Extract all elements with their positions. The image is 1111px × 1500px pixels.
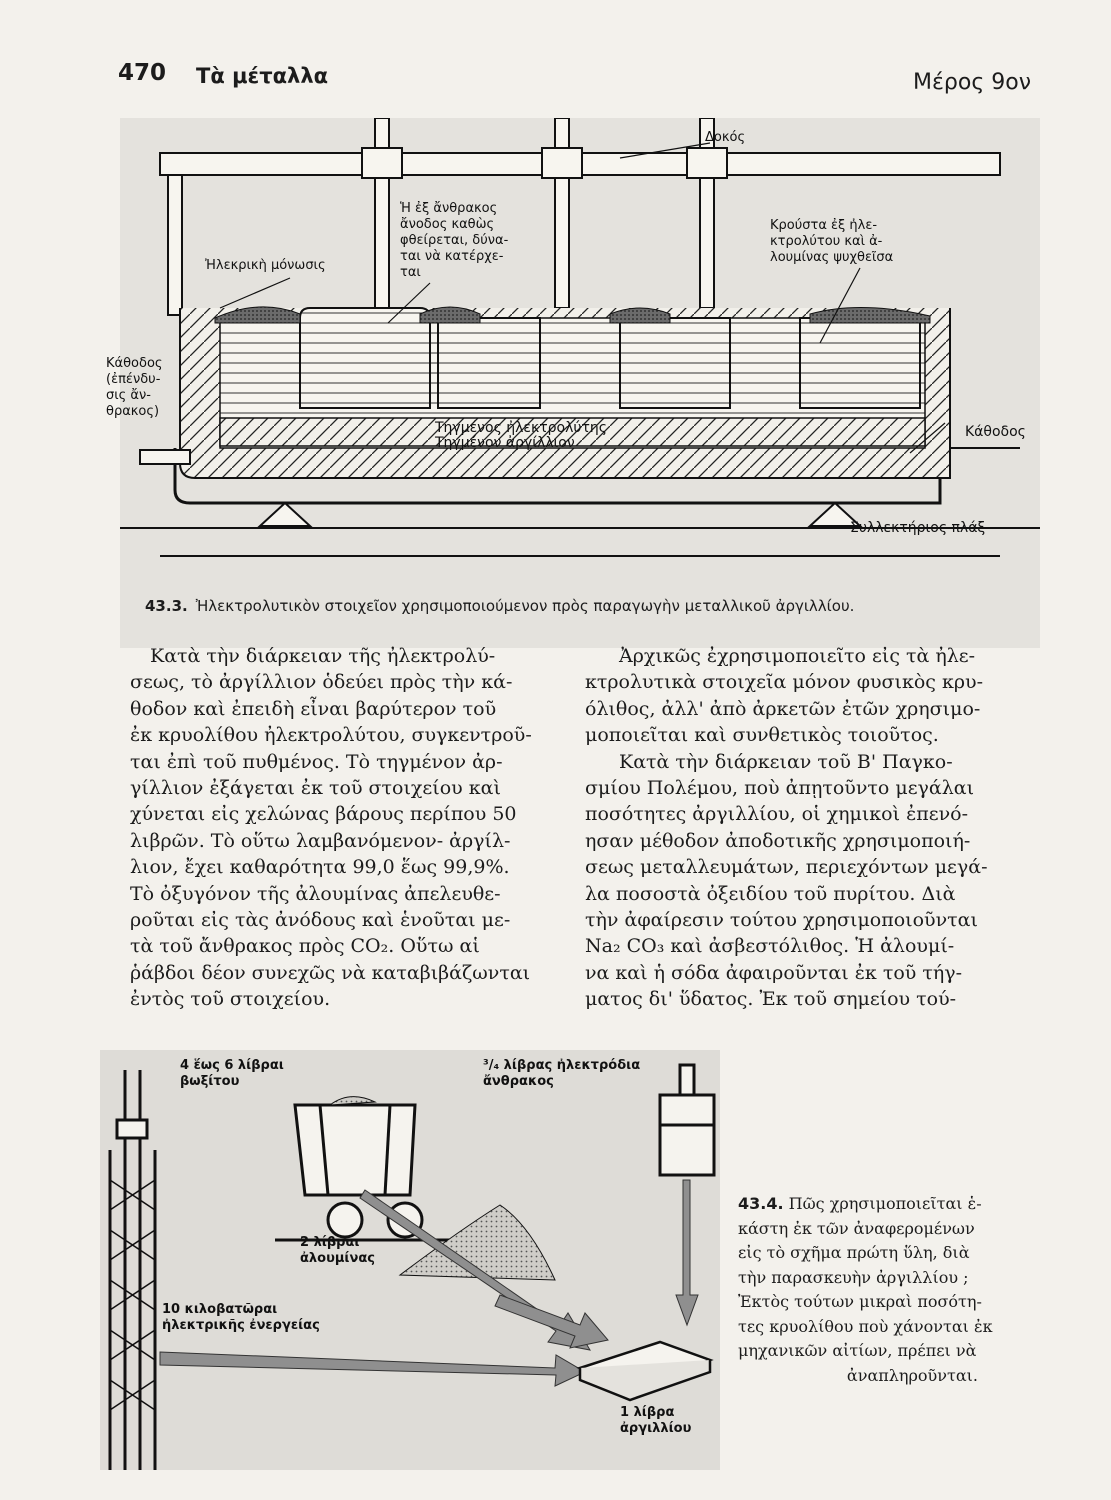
label-energy: 10 κιλοβατῶραι ἠλεκτρικῆς ἐνεργείας [162,1302,320,1333]
caption-line: τες κρυολίθου ποὺ χάνονται ἐκ [738,1316,993,1336]
text-line: ται ἐπὶ τοῦ πυθμένος. Τὸ τηγμένον ἀρ- [130,750,503,773]
electrode-icon [660,1065,714,1175]
text-column-right [585,643,1035,1013]
anode-rod [375,118,389,308]
part-label: Μέρος 9ον [913,70,1031,95]
caption-line: κάστη ἐκ τῶν ἀναφερομένων [738,1218,975,1238]
anode-block [620,318,730,408]
text-line: λιβρῶν. Τὸ οὕτω λαμβανόμενον- ἀργίλ- [130,829,511,852]
caption-number: 43.3. [145,597,188,615]
anode-block [438,318,540,408]
label-anode: Ἡ ἐξ ἄνθρακος ἄνοδος καθὼς φθείρεται, δύνα- ται νὰ κατέρχε- ται [400,201,509,280]
caption-line: τὴν παρασκευὴν ἀργιλλίου ; [738,1267,969,1287]
text-line: γίλλιον ἐξάγεται ἐκ τοῦ στοιχείου καὶ [130,777,501,800]
text-line: μοποιεῖται καὶ συνθετικὸς τοιοῦτος. [585,724,939,747]
label-molten-electrolyte: Τηγμένος ἠλεκτρολύτης [435,420,607,436]
caption-line: 43.4. Πῶς χρησιμοποιεῖται ἑ- [738,1194,982,1213]
label-insulation: Ἠλεκρικὴ μόνωσις [205,258,326,273]
anode-rod [555,118,569,308]
text-line: ἐκ κρυολίθου ἠλεκτρολύτου, συγκεντροῦ- [130,724,532,747]
caption-number: 43.4. [738,1194,784,1213]
text-line: Κατὰ τὴν διάρκειαν τῆς ἠλεκτρολύ- [150,645,496,667]
label-alumina: 2 λίβραι ἀλουμίνας [300,1235,375,1266]
electrolytic-cell-figure [106,118,1040,648]
text-line: λα ποσοστὰ ὀξειδίου τοῦ πυρίτου. Διὰ [585,882,956,905]
anode-rod [700,118,714,308]
text-line: Κατὰ τὴν διάρκειαν τοῦ Β' Παγκο- [619,750,953,773]
text-line: ησαν μέθοδον ἀποδοτικῆς χρησιμοποιή- [585,829,971,852]
text-line: χύνεται εἰς χελώνας βάρους περίπου 50 [130,803,517,826]
text-line: τὴν ἀφαίρεσιν τούτου χρησιμοποιοῦνται [585,909,978,932]
text-line: να καὶ ἡ σόδα ἀφαιροῦνται ἐκ τοῦ τήγ- [585,961,963,984]
text-line: όλιθος, ἀλλ' ἀπὸ ἀρκετῶν ἐτῶν χρησιμο- [585,697,981,720]
text-line: σμίου Πολέμου, ποὺ ἀπῃτοῦντο μεγάλαι [585,777,975,800]
text-line: Na₂ CO₃ καὶ ἀσβεστόλιθος. Ἡ ἀλουμί- [585,935,955,958]
figure-43-3-caption [145,597,854,615]
text-line: λιον, ἔχει καθαρότητα 99,0 ἕως 99,9%. [130,856,510,879]
anode-block [300,308,430,408]
label-electrodes: ³/₄ λίβρας ἠλεκτρόδια ἄνθρακος [483,1058,641,1089]
label-crust: Κρούστα ἐξ ἠλε- κτρολύτου καὶ ἀ- λουμίνας ψυχθεῖσα [770,218,894,265]
text-line: ποσότητες ἀργιλλίου, οἱ χημικοὶ ἐπενό- [585,803,969,826]
arrow-energy [160,1352,585,1386]
text-line: ματος δι' ὕδατος. Ἐκ τοῦ σημείου τού- [585,988,957,1011]
page-number: 470 [118,60,167,86]
caption-line: μηχανικῶν αἰτίων, πρέπει νὰ [738,1341,977,1360]
text-line: ῥάβδοι δέον συνεχῶς νὰ καταβιβάζωνται [130,961,531,984]
label-cathode: Κάθοδος [965,424,1026,440]
text-line: κτρολυτικὰ στοιχεῖα μόνον φυσικὸς κρυ- [585,671,983,694]
text-column-left [130,643,555,1013]
text-line: σεως, τὸ ἀργίλλιον ὁδεύει πρὸς τὴν κά- [130,671,513,694]
anode-block [800,318,920,408]
caption-text: Ἠλεκτρολυτικὸν στοιχεῖον χρησιμοποιούμενον πρὸς παραγωγὴν μεταλλικοῦ ἀργιλλίου. [195,597,855,615]
left-support [168,175,182,315]
text-line: Τὸ ὀξυγόνον τῆς ἀλουμίνας ἀπελευθε- [130,882,501,905]
text-line: ἐντὸς τοῦ στοιχείου. [130,988,331,1011]
label-molten-aluminium: Τηγμένον ἀργίλλιον [435,435,575,451]
section-title: Τὰ μέταλλα [196,64,329,88]
text-line: ροῦται εἰς τὰς ἀνόδους καὶ ἑνοῦται με- [130,909,511,932]
figure-43-4-caption [738,1192,1038,1388]
caption-line: εἰς τὸ σχῆμα πρώτη ὕλη, διὰ [738,1243,970,1262]
caption-line: Ἐκτὸς τούτων μικραὶ ποσότη- [738,1292,982,1311]
text-line: θοδον καὶ ἐπειδὴ εἶναι βαρύτερον τοῦ [130,697,497,720]
pylon-icon [110,1070,155,1470]
label-beam: Δοκός [705,130,746,145]
text-line: τὰ τοῦ ἄνθρακος πρὸς CO₂. Οὕτω αἱ [130,935,480,958]
label-cathode-lining: Κάθοδος (ἐπένδυ- σις ἄν- θρακος) [106,356,163,419]
caption-line: ἀναπληροῦνται. [846,1365,978,1385]
label-bauxite: 4 ἕως 6 λίβραι βωξίτου [180,1058,284,1089]
arrow-electrode [676,1180,698,1325]
text-line: Ἀρχικῶς ἐχρησιμοποιεῖτο εἰς τὰ ἠλε- [619,645,976,667]
text-line: σεως μεταλλευμάτων, περιεχόντων μεγά- [585,856,988,879]
raw-materials-figure [100,1050,720,1470]
label-collector-plate: Συλλεκτήριος πλάξ [850,520,986,536]
label-aluminium: 1 λίβρα ἀργιλλίου [620,1405,692,1436]
